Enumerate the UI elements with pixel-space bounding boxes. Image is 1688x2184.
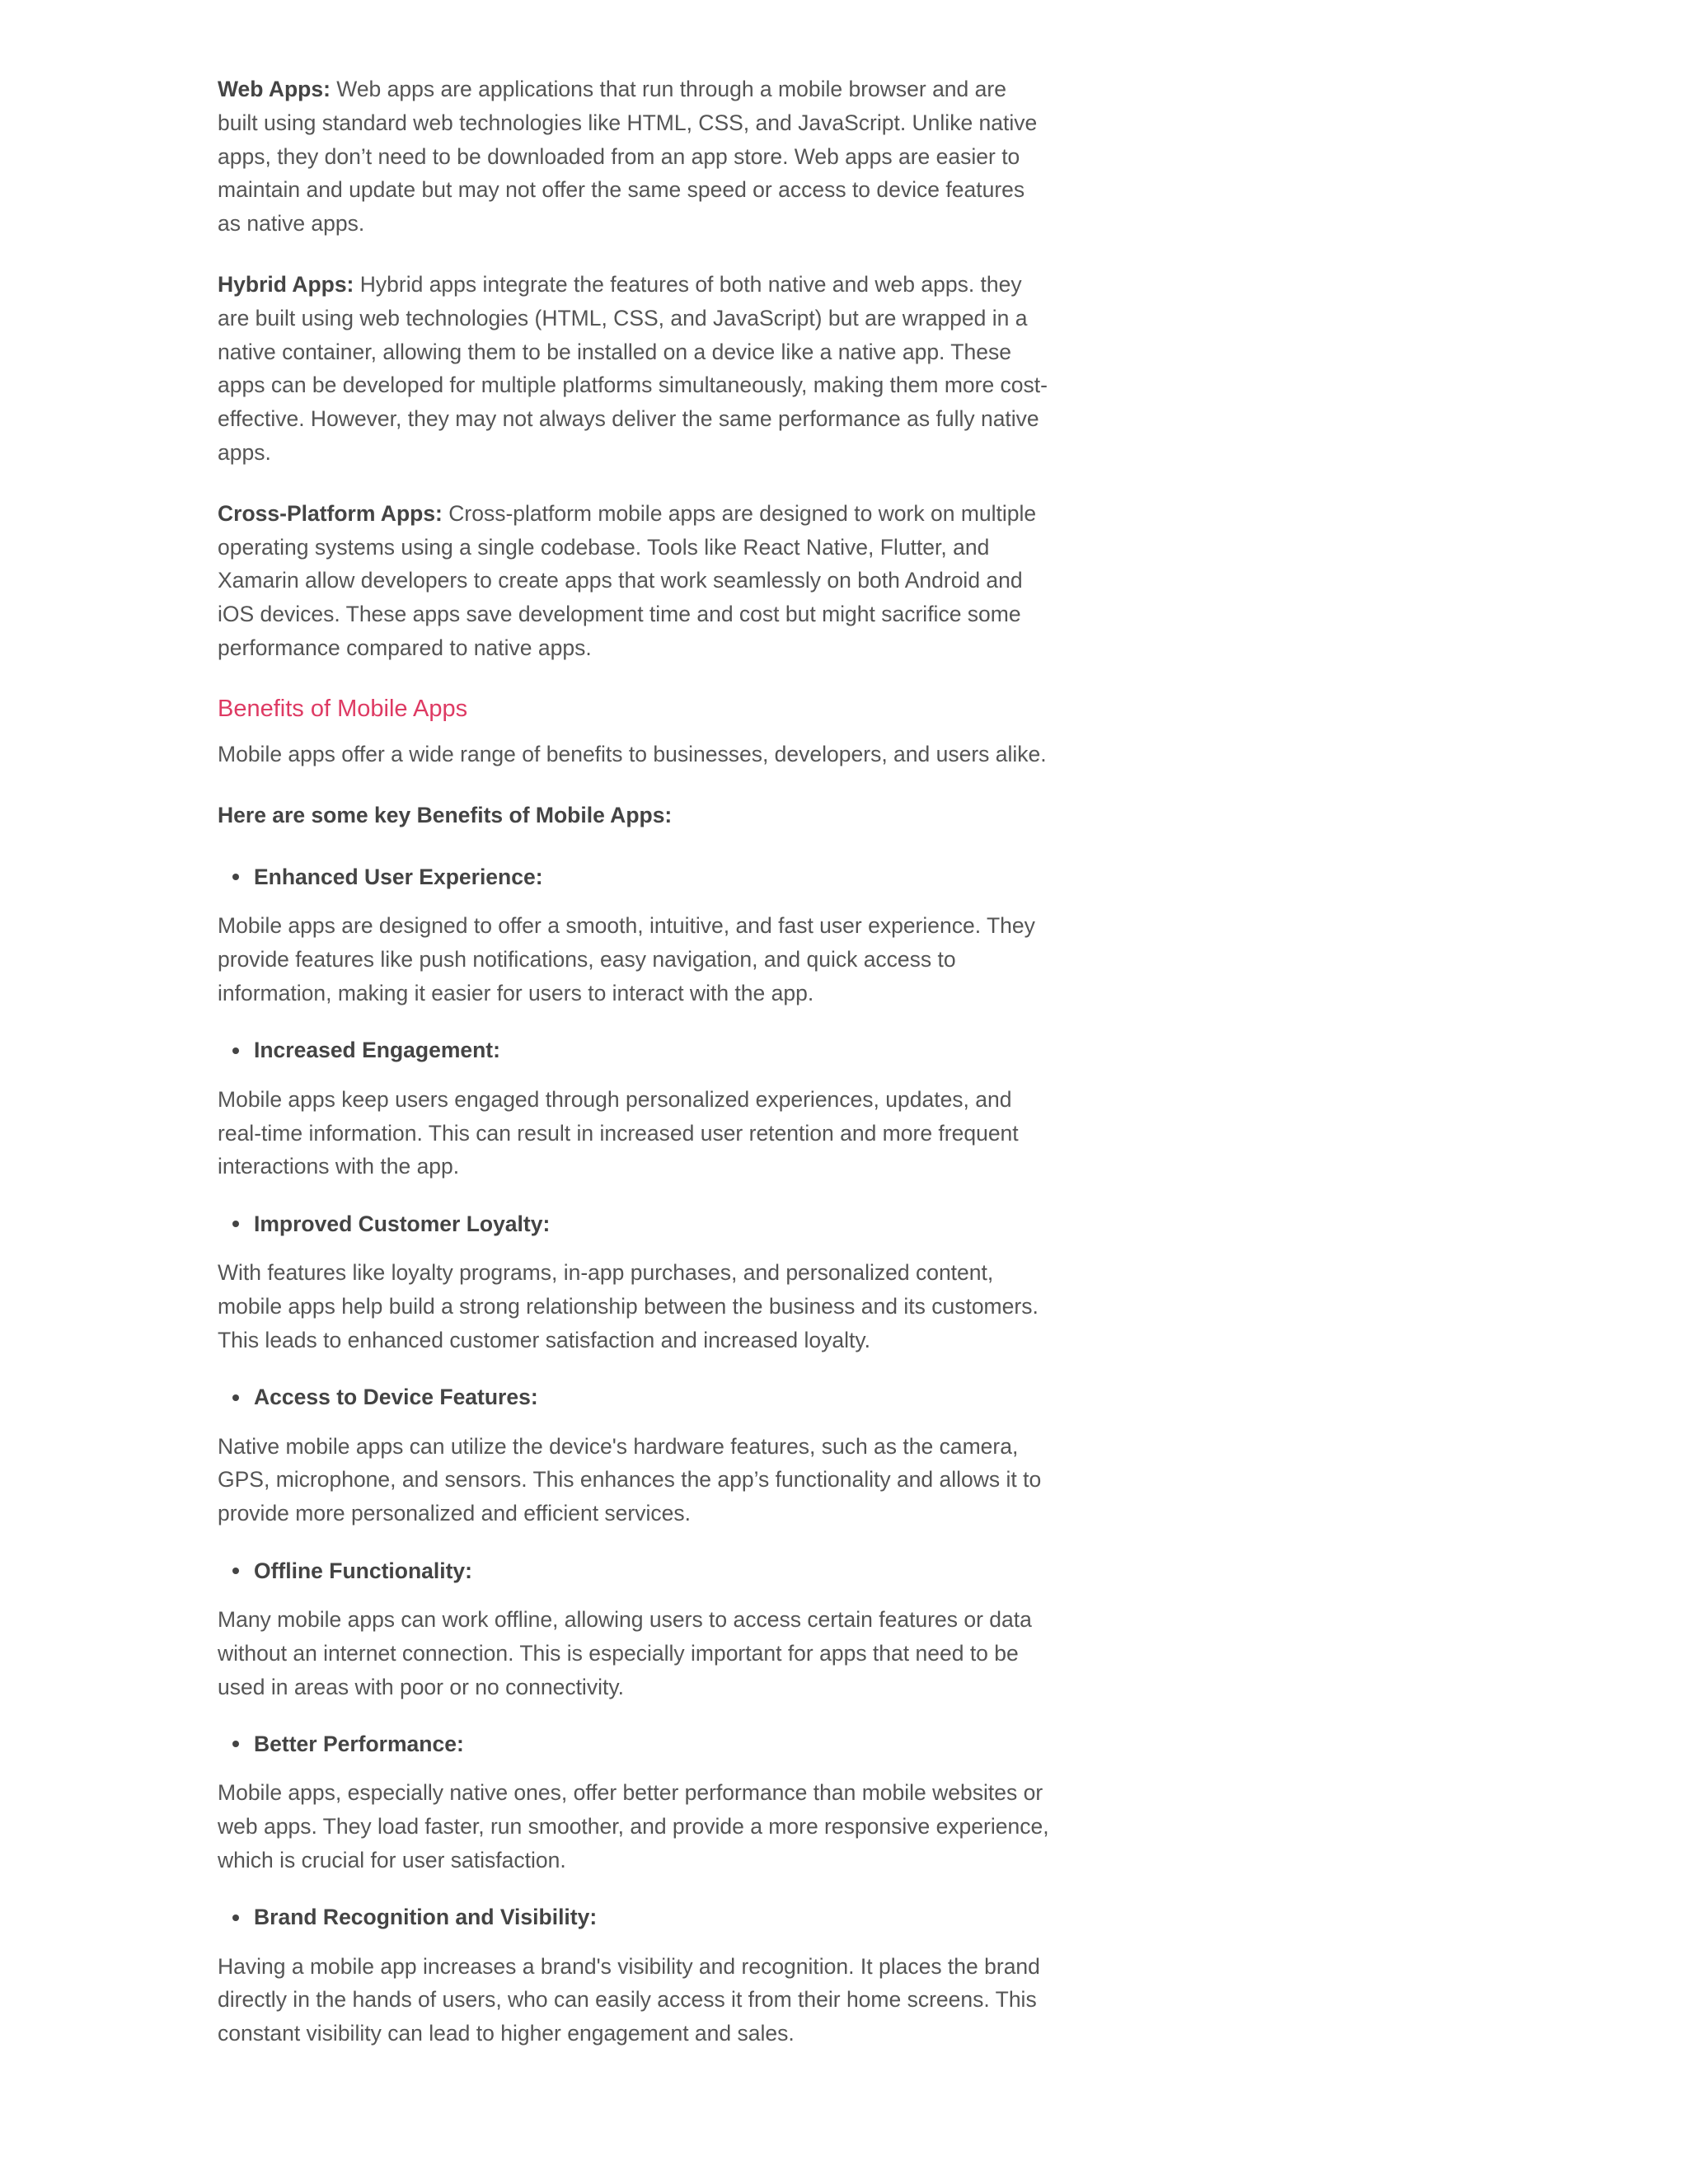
benefits-lead-text: Here are some key Benefits of Mobile Apps: <box>218 802 673 827</box>
benefit-description: Native mobile apps can utilize the device's hardware features, such as the camera, GPS, microphone, and sensors. This enhances the app’s functionality and allows it to provide more personalized and efficient services. <box>218 1433 1042 1526</box>
benefits-heading: Benefits of Mobile Apps <box>218 695 468 722</box>
hybrid-apps-paragraph <box>218 268 1050 470</box>
benefit-item-offline-functionality <box>218 1554 1050 1704</box>
hybrid-apps-term: Hybrid Apps: <box>218 271 354 297</box>
web-apps-paragraph <box>218 73 1050 241</box>
bullet-icon <box>232 1741 239 1747</box>
benefit-title: Brand Recognition and Visibility: <box>254 1905 598 1930</box>
list-item <box>218 860 1050 893</box>
article-content <box>218 73 1050 2074</box>
benefit-item-enhanced-user-experience <box>218 860 1050 1010</box>
bullet-icon <box>232 1047 239 1054</box>
benefit-description: Having a mobile app increases a brand's visibility and recognition. It places the brand directly in the hands of users, who can easily access it from their home screens. This constant visibility can lead to higher engagement and sales. <box>218 1953 1040 2046</box>
bullet-icon <box>232 1221 239 1227</box>
benefit-item-improved-customer-loyalty <box>218 1207 1050 1357</box>
benefit-description: Mobile apps keep users engaged through personalized experiences, updates, and real-time information. This can result in increased user retention and more frequent interactions with the app. <box>218 1086 1019 1179</box>
benefit-item-brand-recognition <box>218 1901 1050 2050</box>
benefit-item-increased-engagement <box>218 1034 1050 1183</box>
web-apps-term: Web Apps: <box>218 77 331 101</box>
list-item <box>218 1034 1050 1067</box>
benefit-description: Mobile apps are designed to offer a smooth, intuitive, and fast user experience. They provide features like push notifications, easy navigation, and quick access to information, making it easier for users to interact with the app. <box>218 913 1035 1005</box>
benefit-title: Offline Functionality: <box>254 1558 472 1583</box>
benefit-description: With features like loyalty programs, in-app purchases, and personalized content, mobile apps help build a strong relationship between the business and its customers. This leads to enhanced customer satisfaction and increased loyalty. <box>218 1260 1039 1352</box>
bullet-icon <box>232 874 239 880</box>
benefits-lead <box>218 799 1050 832</box>
benefit-title: Increased Engagement: <box>254 1038 500 1063</box>
list-item <box>218 1207 1050 1240</box>
cross-platform-apps-text: Cross-platform mobile apps are designed to work on multiple operating systems using a single codebase. Tools like React Native, Flutter, and Xamarin allow developers to create apps that work seamlessly on both Android and iOS devices. These apps save development time and cost but might sacrifice some performance compared to native apps. <box>218 500 1037 660</box>
benefits-intro: Mobile apps offer a wide range of benefits to businesses, developers, and users alike. <box>218 741 1047 766</box>
list-item <box>218 1727 1050 1760</box>
cross-platform-apps-term: Cross-Platform Apps: <box>218 500 443 526</box>
cross-platform-apps-paragraph <box>218 497 1050 665</box>
web-apps-text: Web apps are applications that run through a mobile browser and are built using standard web technologies like HTML, CSS, and JavaScript. Unlike native apps, they don’t need to be downloaded from an app store. Web apps are easier to maintain and update but may not offer the same speed or access to device features as native apps. <box>218 77 1038 237</box>
list-item <box>218 1381 1050 1414</box>
list-item <box>218 1901 1050 1934</box>
hybrid-apps-text: Hybrid apps integrate the features of both native and web apps. they are built using web technologies (HTML, CSS, and JavaScript) but are wrapped in a native container, allowing them to be installed on a device like a native app. These apps can be developed for multiple platforms simultaneously, making them more cost-effective. However, they may not always deliver the same performance as fully native apps. <box>218 271 1048 465</box>
benefit-title: Enhanced User Experience: <box>254 864 543 889</box>
benefit-title: Improved Customer Loyalty: <box>254 1211 551 1236</box>
benefit-description: Many mobile apps can work offline, allowing users to access certain features or data without an internet connection. This is especially important for apps that need to be used in areas with poor or no connectivity. <box>218 1606 1032 1699</box>
benefit-description: Mobile apps, especially native ones, offer better performance than mobile websites or web apps. They load faster, run smoother, and provide a more responsive experience, which is crucial for user satisfaction. <box>218 1780 1049 1872</box>
benefit-item-access-to-device-features <box>218 1381 1050 1530</box>
benefit-title: Better Performance: <box>254 1731 464 1756</box>
bullet-icon <box>232 1915 239 1921</box>
benefit-title: Access to Device Features: <box>254 1385 538 1410</box>
bullet-icon <box>232 1568 239 1574</box>
benefit-item-better-performance <box>218 1727 1050 1877</box>
bullet-icon <box>232 1394 239 1401</box>
list-item <box>218 1554 1050 1587</box>
